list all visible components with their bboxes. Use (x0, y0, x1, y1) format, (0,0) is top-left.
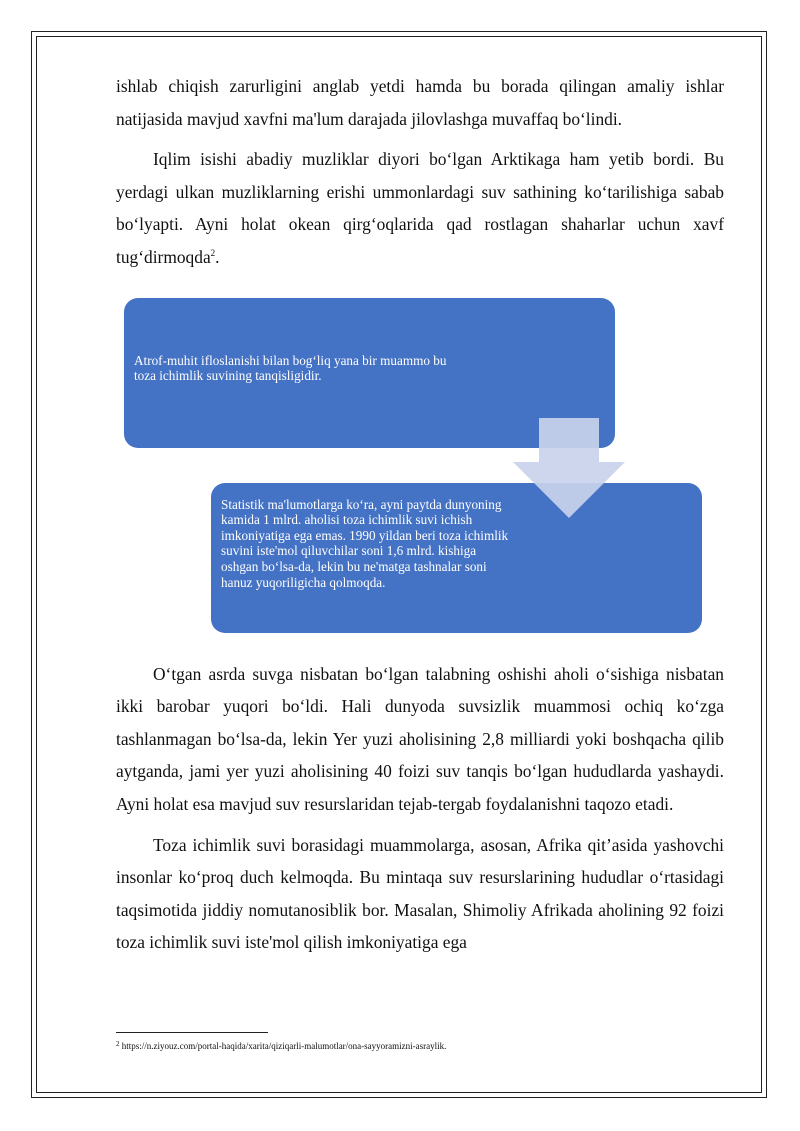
paragraph-3: O‘tgan asrda suvga nisbatan bo‘lgan talabning oshishi aholi o‘sishiga nisbatan ikki barobar yuqori bo‘ldi. Hali dunyoda suvsizlik muammosi ochiq ko‘zga tashlanmagan bo‘lsa-da, lekin Yer yuzi aholisining 2,8 milliardi yoki boshqacha qilib aytganda, jami yer yuzi aholisining 40 foizi suv tanqis bo‘lgan hududlarda yashaydi. Ayni holat esa mavjud suv resurslaridan tejab-tergab foydalanishni taqozo etadi. (116, 663, 724, 814)
footnote-reference[interactable]: 2 (210, 247, 216, 258)
process-diagram (116, 298, 724, 638)
down-arrow-icon (513, 418, 625, 518)
footnote-link[interactable]: https://n.ziyouz.com/portal-haqida/xarita/qiziqarli-malumotlar/ona-sayyoramizni-asraylik. (121, 1041, 447, 1051)
paragraph-4: Toza ichimlik suvi borasidagi muammolarga, asosan, Afrika qit’asida yashovchi insonlar ko‘proq duch kelmoqda. Bu mintaqa suv resurslarining hududlar o‘rtasidagi taqsimotida jiddiy nomutanosiblik bor. Masalan, Shimoliy Afrikada aholining 92 foizi toza ichimlik suvi iste'mol qilish imkoniyatiga ega (116, 834, 724, 953)
paragraph-1: ishlab chiqish zarurligini anglab yetdi hamda bu borada qilingan amaliy ishlar natijasida mavjud xavfni ma'lum darajada jilovlashga muvaffaq bo‘lindi. (116, 76, 724, 129)
diagram-box-bottom (211, 483, 702, 633)
diagram-box-top-text: Atrof-muhit ifloslanishi bilan bog‘liq yana bir muammo bu toza ichimlik suvining tanqisligidir. (134, 352, 447, 384)
page-content (116, 70, 724, 959)
footnote-number: 2 (116, 1040, 120, 1048)
footnote (116, 1041, 736, 1052)
paragraph-2-end: . (215, 246, 220, 267)
paragraph-2 (116, 143, 724, 273)
footnote-separator (116, 1032, 268, 1033)
diagram-box-bottom-text: Statistik ma'lumotlarga ko‘ra, ayni paytda dunyoning kamida 1 mlrd. aholisi toza ichimlik suvi ichish imkoniyatiga ega emas. 1990 yildan beri toza ichimlik suvini iste'mol qiluvchilar soni 1,6 mlrd. kishiga oshgan bo‘lsa-da, lekin bu ne'matga tashnalar soni hanuz yuqoriligicha qolmoqda. (221, 496, 509, 590)
paragraph-2-text: Iqlim isishi abadiy muzliklar diyori bo‘lgan Arktikaga ham yetib bordi. Bu yerdagi ulkan muzliklarning erishi ummonlardagi suv sathining ko‘tarilishiga sabab bo‘lyapti. Ayni holat okean qirg‘oqlarida qad rostlagan shaharlar uchun xavf tug‘dirmoqda (116, 149, 724, 267)
